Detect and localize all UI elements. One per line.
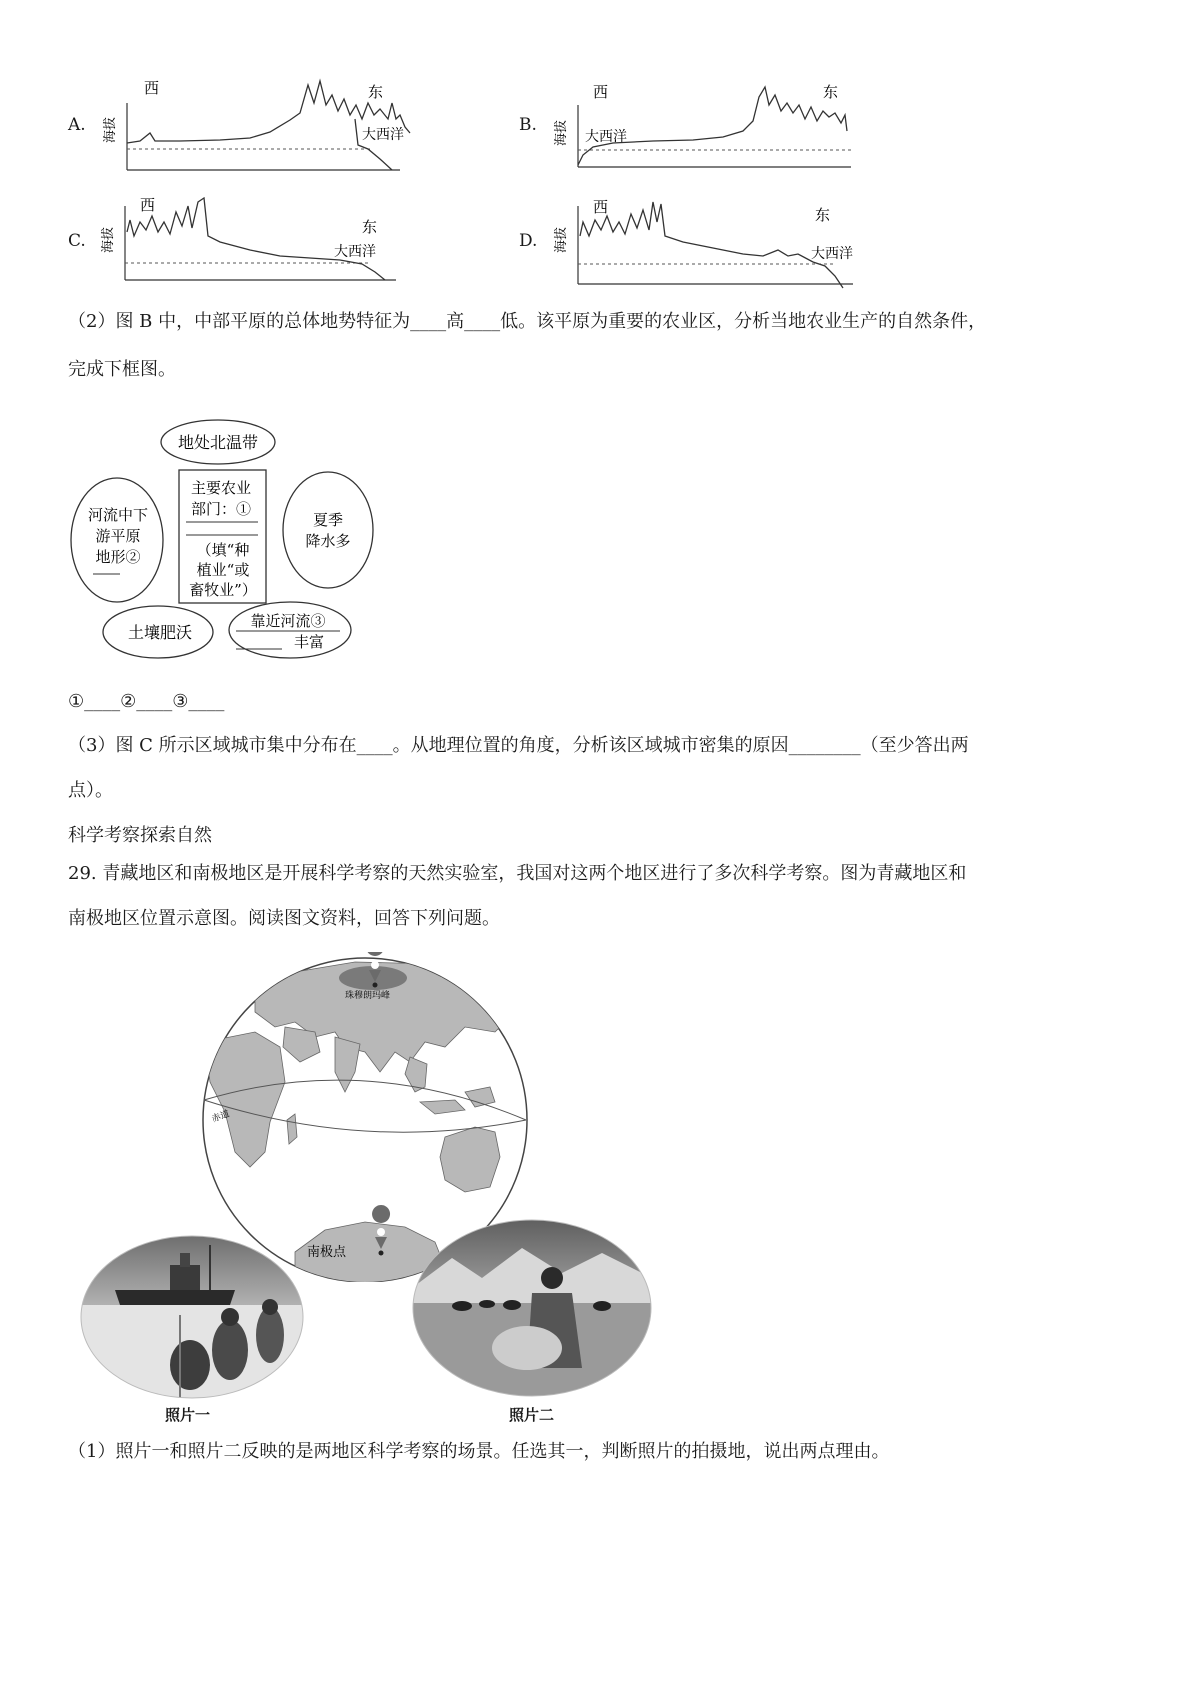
east-label-d: 东 xyxy=(815,206,831,224)
ocean-label-c: 大西洋 xyxy=(334,244,376,260)
option-c-letter: C. xyxy=(68,231,86,251)
profile-chart-b xyxy=(553,75,863,175)
node-right-2: 降水多 xyxy=(305,532,351,550)
q29-line2: 南极地区位置示意图。阅读图文资料，回答下列问题。 xyxy=(68,908,500,929)
node-left-1: 河流中下 xyxy=(87,506,149,524)
ocean-label-a: 大西洋 xyxy=(362,127,404,143)
photo-two-caption: 照片二 xyxy=(509,1406,555,1424)
q2-answer-blanks: ①____②____③____ xyxy=(68,691,225,712)
node-top: 地处北温带 xyxy=(177,433,259,452)
profile-chart-d xyxy=(553,192,863,292)
east-label-c: 东 xyxy=(362,218,378,236)
south-pole-label: 南极点 xyxy=(307,1245,347,1260)
q3-line1: （3）图 C 所示区域城市集中分布在____。从地理位置的角度，分析该区域城市密集的原因________（至少答出两 xyxy=(68,735,969,756)
option-b-letter: B. xyxy=(519,115,537,135)
option-d-letter: D. xyxy=(519,231,538,251)
ylabel-b: 海拔 xyxy=(554,119,569,147)
q29-part1: （1）照片一和照片二反映的是两地区科学考察的场景。任选其一，判断照片的拍摄地，说出两点理由。 xyxy=(68,1441,890,1462)
ylabel-d: 海拔 xyxy=(554,226,569,254)
east-label-b: 东 xyxy=(823,83,839,101)
node-center-6: 畜牧业”） xyxy=(189,581,257,599)
node-center-2: 部门：① xyxy=(190,500,252,518)
node-left-2: 游平原 xyxy=(95,527,141,545)
equator-label: 赤道 xyxy=(210,1109,231,1125)
west-label-d: 西 xyxy=(593,198,609,216)
q2-line2: 完成下框图。 xyxy=(68,359,176,380)
ocean-label-b: 大西洋 xyxy=(585,129,627,145)
node-left-3: 地形② xyxy=(95,548,141,566)
everest-label: 珠穆朗玛峰 xyxy=(345,991,391,1001)
photo-two xyxy=(412,1218,652,1398)
q29-line1: 29. 青藏地区和南极地区是开展科学考察的天然实验室，我国对这两个地区进行了多次科学考察。图为青藏地区和 xyxy=(68,863,967,884)
node-bottom-left: 土壤肥沃 xyxy=(127,623,193,642)
q3-line2: 点）。 xyxy=(68,780,113,801)
photo-one xyxy=(80,1235,305,1400)
node-bottom-right-2: 丰富 xyxy=(293,633,325,651)
west-label-c: 西 xyxy=(140,196,156,214)
ocean-label-d: 大西洋 xyxy=(811,246,853,262)
photo-one-caption: 照片一 xyxy=(165,1406,211,1424)
section-title: 科学考察探索自然 xyxy=(68,825,212,846)
node-right-1: 夏季 xyxy=(312,511,344,529)
profile-chart-c xyxy=(100,192,410,292)
option-a-letter: A. xyxy=(68,115,86,135)
ylabel-a: 海拔 xyxy=(103,116,118,144)
west-label-a: 西 xyxy=(144,79,160,97)
agri-framework-diagram xyxy=(68,415,378,670)
east-label-a: 东 xyxy=(368,83,384,101)
q2-line1: （2）图 B 中，中部平原的总体地势特征为____高____低。该平原为重要的农业区，分析当地农业生产的自然条件， xyxy=(68,311,987,332)
node-bottom-right-1: 靠近河流③ xyxy=(250,612,326,630)
node-center-5: 植业“或 xyxy=(196,561,250,579)
node-center-4: （填“种 xyxy=(196,541,250,559)
profile-chart-a xyxy=(100,75,410,175)
node-center-1: 主要农业 xyxy=(190,479,252,497)
ylabel-c: 海拔 xyxy=(101,226,116,254)
west-label-b: 西 xyxy=(593,83,609,101)
